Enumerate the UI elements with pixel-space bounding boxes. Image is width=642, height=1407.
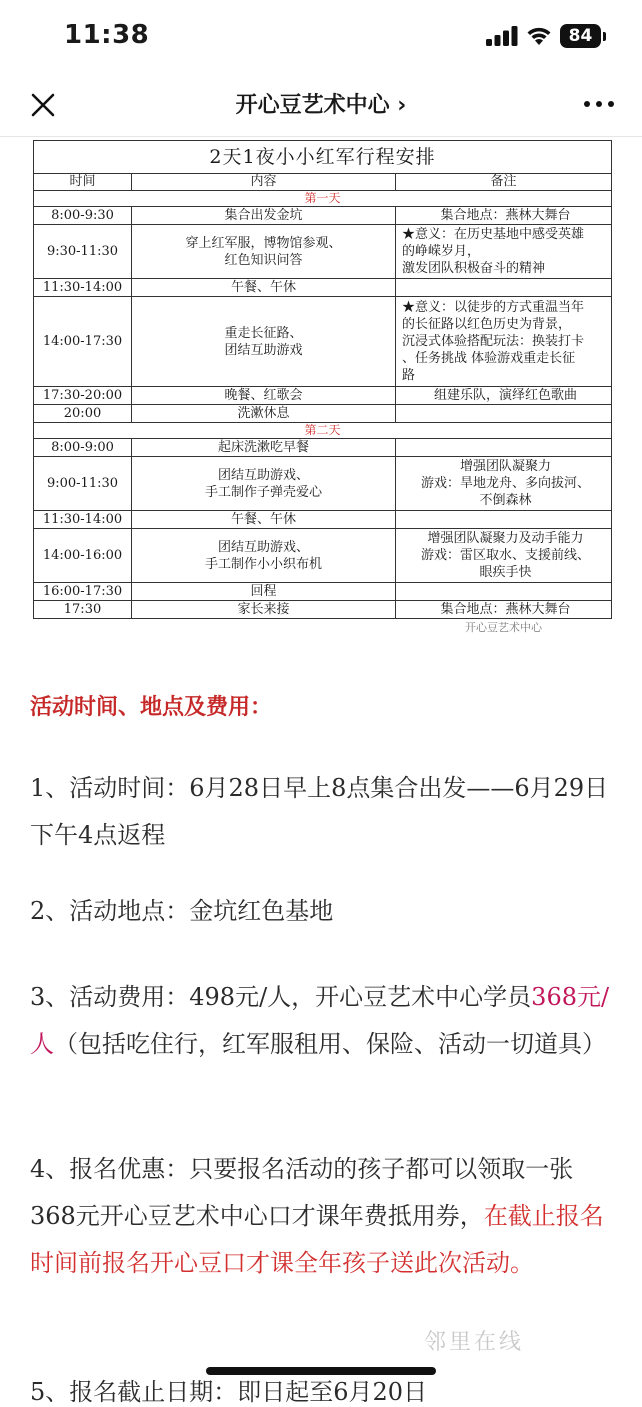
table-row bbox=[34, 511, 612, 529]
table-row bbox=[34, 387, 612, 405]
schedule-time-cell: 11:30-14:00 bbox=[34, 511, 132, 529]
table-row bbox=[34, 405, 612, 423]
more-options-icon[interactable] bbox=[582, 92, 616, 116]
schedule-content-cell: 午餐、午休 bbox=[132, 279, 396, 297]
table-row bbox=[34, 439, 612, 457]
schedule-time-cell: 17:30 bbox=[34, 601, 132, 619]
table-row bbox=[34, 601, 612, 619]
schedule-note-cell: 组建乐队，演绎红色歌曲 bbox=[396, 387, 612, 405]
member-price: 368元/人 bbox=[30, 983, 610, 1058]
paragraph-fee bbox=[30, 974, 614, 1068]
schedule-time-cell: 11:30-14:00 bbox=[34, 279, 132, 297]
day2-rows bbox=[34, 439, 612, 619]
table-row bbox=[34, 297, 612, 387]
schedule-content-cell: 集合出发金坑 bbox=[132, 207, 396, 225]
status-bar bbox=[0, 0, 642, 72]
discount-text: 4、报名优惠：只要报名活动的孩子都可以领取一张368元开心豆艺术中心口才课年费抵用券， bbox=[30, 1155, 574, 1230]
table-row bbox=[34, 583, 612, 601]
schedule-table bbox=[33, 140, 612, 619]
schedule-note-cell bbox=[396, 583, 612, 601]
schedule-time-cell: 14:00-16:00 bbox=[34, 529, 132, 583]
day1-label: 第一天 bbox=[34, 191, 612, 207]
schedule-content-cell: 洗漱休息 bbox=[132, 405, 396, 423]
schedule-table-image bbox=[33, 140, 611, 634]
table-row bbox=[34, 457, 612, 511]
schedule-note-cell: 增强团队凝聚力及动手能力 游戏：雷区取水、支援前线、 眼疾手快 bbox=[396, 529, 612, 583]
schedule-note-cell bbox=[396, 439, 612, 457]
account-title[interactable]: 开心豆艺术中心 › bbox=[235, 93, 407, 118]
schedule-time-cell: 8:00-9:30 bbox=[34, 207, 132, 225]
header-note: 备注 bbox=[396, 174, 612, 191]
site-watermark: 邻里在线 bbox=[424, 1330, 525, 1355]
schedule-content-cell: 穿上红军服，博物馆参观、 红色知识问答 bbox=[132, 225, 396, 279]
schedule-note-cell: ★意义：以徒步的方式重温当年 的长征路以红色历史为背景， 沉浸式体验搭配玩法：换装打卡 、任务挑战 体验游戏重走长征 路 bbox=[396, 297, 612, 387]
schedule-header-row bbox=[34, 174, 612, 191]
schedule-time-cell: 20:00 bbox=[34, 405, 132, 423]
schedule-note-cell: 集合地点：燕林大舞台 bbox=[396, 601, 612, 619]
schedule-note-cell bbox=[396, 279, 612, 297]
schedule-title: 2天1夜小小红军行程安排 bbox=[34, 141, 612, 174]
table-row bbox=[34, 207, 612, 225]
battery-indicator: 84 bbox=[560, 24, 601, 48]
table-row bbox=[34, 529, 612, 583]
fee-text: 3、活动费用：498元/人，开心豆艺术中心学员 bbox=[30, 983, 532, 1011]
header-content: 内容 bbox=[132, 174, 396, 191]
table-row bbox=[34, 279, 612, 297]
schedule-note-cell: 增强团队凝聚力 游戏：旱地龙舟、多向拔河、 不倒森林 bbox=[396, 457, 612, 511]
paragraph-discount bbox=[30, 1146, 614, 1287]
schedule-content-cell: 回程 bbox=[132, 583, 396, 601]
schedule-note-cell: 集合地点：燕林大舞台 bbox=[396, 207, 612, 225]
schedule-note-cell bbox=[396, 405, 612, 423]
schedule-time-cell: 16:00-17:30 bbox=[34, 583, 132, 601]
schedule-time-cell: 9:00-11:30 bbox=[34, 457, 132, 511]
schedule-time-cell: 14:00-17:30 bbox=[34, 297, 132, 387]
schedule-content-cell: 午餐、午休 bbox=[132, 511, 396, 529]
header-time: 时间 bbox=[34, 174, 132, 191]
schedule-time-cell: 17:30-20:00 bbox=[34, 387, 132, 405]
wifi-icon bbox=[525, 24, 553, 46]
day1-rows bbox=[34, 207, 612, 423]
day2-label: 第二天 bbox=[34, 423, 612, 439]
fee-includes: （包括吃住行，红军服租用、保险、活动一切道具） bbox=[54, 1030, 606, 1058]
paragraph-time: 1、活动时间：6月28日早上8点集合出发——6月29日下午4点返程 bbox=[30, 774, 609, 849]
battery-tip bbox=[603, 32, 606, 41]
schedule-content-cell: 起床洗漱吃早餐 bbox=[132, 439, 396, 457]
nav-bar bbox=[0, 72, 642, 137]
paragraph-deadline-partial: 5、报名截止日期：即日起至6月20日 bbox=[30, 1378, 428, 1406]
section-heading: 活动时间、地点及费用： bbox=[30, 695, 273, 720]
schedule-note-cell bbox=[396, 511, 612, 529]
status-time: 11:38 bbox=[64, 20, 150, 50]
image-watermark: 开心豆艺术中心 bbox=[465, 621, 542, 634]
schedule-time-cell: 8:00-9:00 bbox=[34, 439, 132, 457]
schedule-time-cell: 9:30-11:30 bbox=[34, 225, 132, 279]
schedule-content-cell: 晚餐、红歌会 bbox=[132, 387, 396, 405]
schedule-content-cell: 重走长征路、 团结互助游戏 bbox=[132, 297, 396, 387]
schedule-content-cell: 团结互助游戏、 手工制作小小织布机 bbox=[132, 529, 396, 583]
schedule-content-cell: 团结互助游戏、 手工制作子弹壳爱心 bbox=[132, 457, 396, 511]
cellular-signal-icon bbox=[486, 26, 518, 46]
home-indicator[interactable] bbox=[206, 1367, 436, 1375]
table-row bbox=[34, 225, 612, 279]
discount-highlight: 在截止报名时间前报名开心豆口才课全年孩子送此次活动。 bbox=[30, 1202, 604, 1277]
schedule-content-cell: 家长来接 bbox=[132, 601, 396, 619]
schedule-note-cell: ★意义：在历史基地中感受英雄 的峥嵘岁月， 激发团队积极奋斗的精神 bbox=[396, 225, 612, 279]
paragraph-location: 2、活动地点：金坑红色基地 bbox=[30, 897, 334, 925]
